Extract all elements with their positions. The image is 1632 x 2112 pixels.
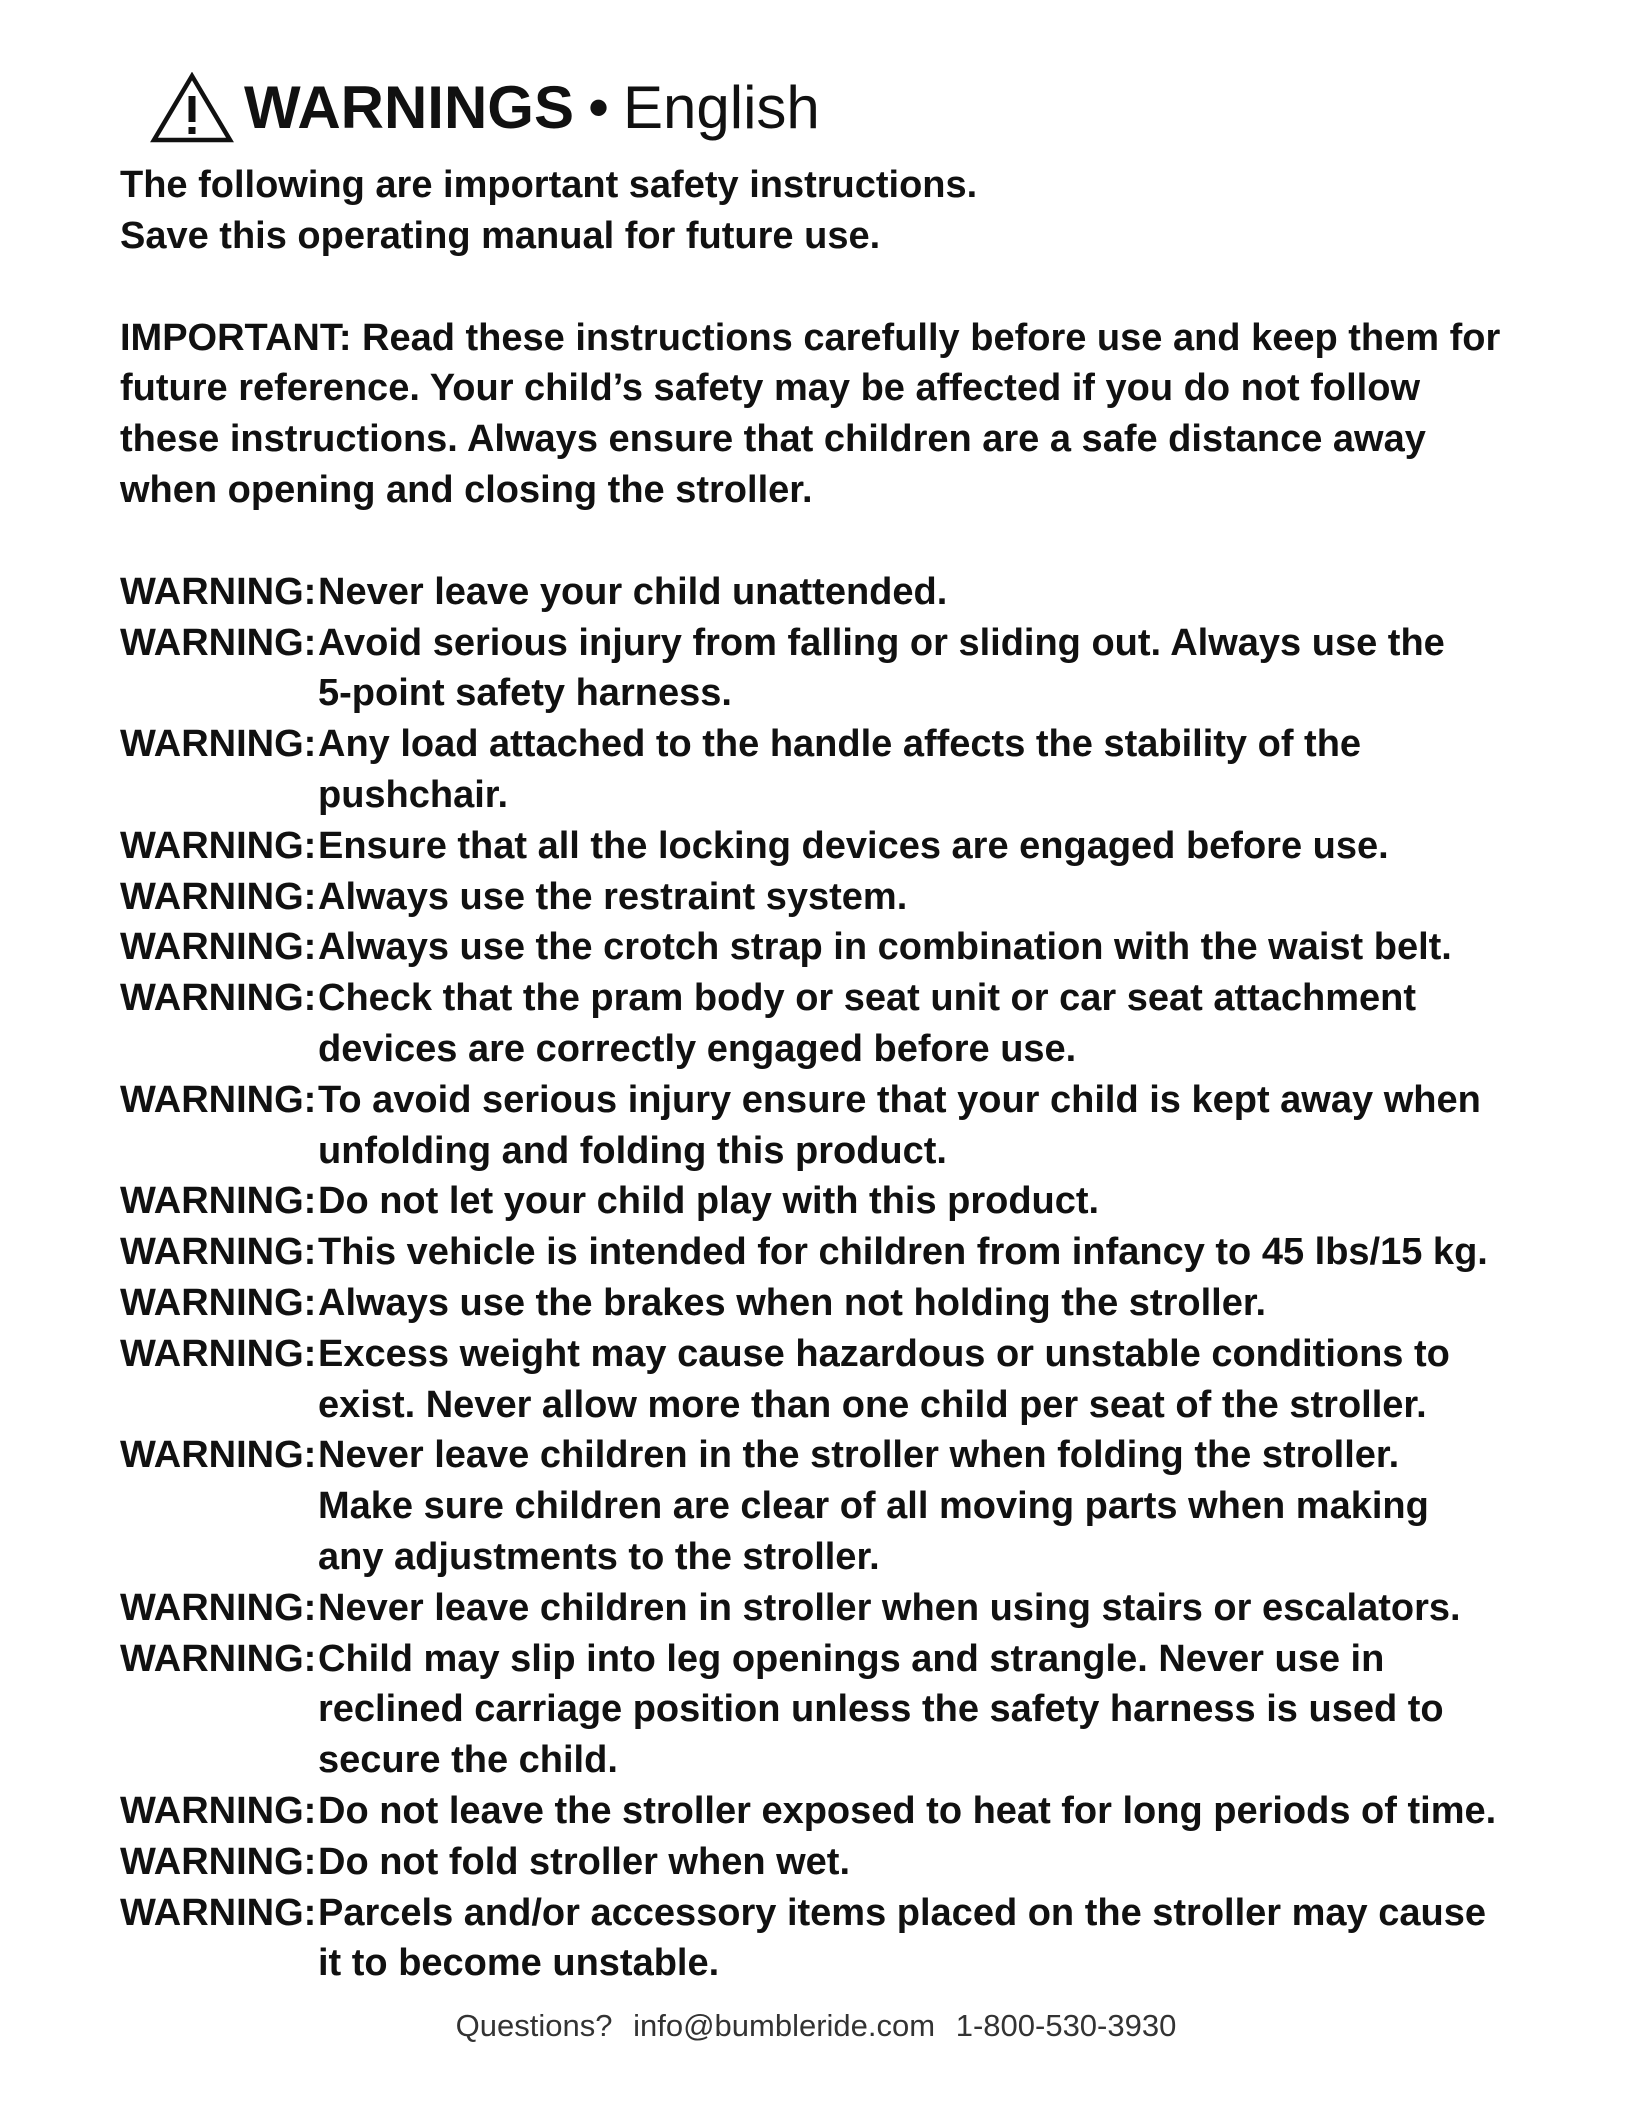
warning-text-line: exist. Never allow more than one child per seat of the stroller. bbox=[318, 1383, 1427, 1426]
warning-label: WARNING: bbox=[120, 1637, 317, 1680]
warning-item bbox=[120, 821, 1540, 872]
warning-item bbox=[120, 1583, 1540, 1634]
warning-text bbox=[318, 1786, 1540, 1837]
warning-item bbox=[120, 1227, 1540, 1278]
warning-item bbox=[120, 973, 1540, 1075]
warning-item bbox=[120, 1786, 1540, 1837]
footer-questions: Questions? bbox=[455, 2008, 613, 2043]
warning-text-line: reclined carriage position unless the safety harness is used to bbox=[318, 1688, 1444, 1731]
important-line: future reference. Your child’s safety may be affected if you do not follow bbox=[120, 367, 1420, 410]
warning-text-line: it to become unstable. bbox=[318, 1942, 720, 1985]
warning-item bbox=[120, 872, 1540, 923]
warning-text-line: Avoid serious injury from falling or sliding out. Always use the bbox=[318, 621, 1445, 664]
warning-label: WARNING: bbox=[120, 570, 317, 613]
warning-label: WARNING: bbox=[120, 1586, 317, 1629]
warning-item bbox=[120, 1430, 1540, 1582]
warning-text-line: Check that the pram body or seat unit or car seat attachment bbox=[318, 977, 1417, 1020]
warning-text-line: This vehicle is intended for children from infancy to 45 lbs/15 kg. bbox=[318, 1231, 1488, 1274]
warning-item bbox=[120, 922, 1540, 973]
warnings-list bbox=[120, 567, 1540, 1989]
warning-label: WARNING: bbox=[120, 1332, 317, 1375]
warning-label: WARNING: bbox=[120, 1078, 317, 1121]
warning-text-line: unfolding and folding this product. bbox=[318, 1129, 947, 1172]
warning-item bbox=[120, 618, 1540, 720]
warning-text-line: any adjustments to the stroller. bbox=[318, 1535, 880, 1578]
warning-text-line: pushchair. bbox=[318, 773, 509, 816]
warning-label: WARNING: bbox=[120, 723, 317, 766]
header-language: English bbox=[623, 74, 820, 141]
intro-paragraph bbox=[120, 160, 1540, 262]
warning-text-line: devices are correctly engaged before use. bbox=[318, 1027, 1077, 1070]
warning-text bbox=[318, 719, 1540, 821]
warning-item bbox=[120, 1176, 1540, 1227]
warning-text-line: Child may slip into leg openings and strangle. Never use in bbox=[318, 1637, 1385, 1680]
warning-text bbox=[318, 1075, 1540, 1177]
warning-text bbox=[318, 973, 1540, 1075]
warning-text-line: Excess weight may cause hazardous or unstable conditions to bbox=[318, 1332, 1450, 1375]
footer-email: info@bumbleride.com bbox=[633, 2008, 936, 2043]
warning-item bbox=[120, 1634, 1540, 1786]
warning-label: WARNING: bbox=[120, 1180, 317, 1223]
warning-item bbox=[120, 1329, 1540, 1431]
warning-text bbox=[318, 1176, 1540, 1227]
header-title: WARNINGS bbox=[244, 74, 574, 141]
header-separator: • bbox=[588, 74, 610, 141]
warning-item bbox=[120, 1075, 1540, 1177]
warning-label: WARNING: bbox=[120, 1231, 317, 1274]
warning-label: WARNING: bbox=[120, 1891, 317, 1934]
warning-text-line: Never leave your child unattended. bbox=[318, 570, 948, 613]
warning-text bbox=[318, 1278, 1540, 1329]
warning-text-line: Parcels and/or accessory items placed on the stroller may cause bbox=[318, 1891, 1486, 1934]
warning-text-line: Do not leave the stroller exposed to heat for long periods of time. bbox=[318, 1789, 1497, 1832]
warning-text bbox=[318, 1583, 1540, 1634]
important-line: when opening and closing the stroller. bbox=[120, 468, 813, 511]
warning-item bbox=[120, 1888, 1540, 1990]
warning-text-line: Make sure children are clear of all moving parts when making bbox=[318, 1485, 1429, 1528]
warning-text-line: Always use the brakes when not holding the stroller. bbox=[318, 1281, 1267, 1324]
warning-text bbox=[318, 1634, 1540, 1786]
warning-label: WARNING: bbox=[120, 1281, 317, 1324]
warning-text-line: Ensure that all the locking devices are engaged before use. bbox=[318, 824, 1389, 867]
warning-text-line: Never leave children in stroller when using stairs or escalators. bbox=[318, 1586, 1461, 1629]
warning-item bbox=[120, 567, 1540, 618]
warning-text-line: To avoid serious injury ensure that your child is kept away when bbox=[318, 1078, 1481, 1121]
warning-text bbox=[318, 1888, 1540, 1990]
warning-label: WARNING: bbox=[120, 1840, 317, 1883]
important-line: these instructions. Always ensure that children are a safe distance away bbox=[120, 418, 1426, 461]
warning-text bbox=[318, 872, 1540, 923]
warning-item bbox=[120, 1278, 1540, 1329]
warning-text bbox=[318, 922, 1540, 973]
warning-triangle-icon bbox=[150, 72, 234, 144]
warning-label: WARNING: bbox=[120, 1434, 317, 1477]
important-paragraph bbox=[120, 313, 1540, 516]
warning-label: WARNING: bbox=[120, 926, 317, 969]
warning-text bbox=[318, 821, 1540, 872]
warning-text-line: secure the child. bbox=[318, 1739, 618, 1782]
warning-text-line: Any load attached to the handle affects the stability of the bbox=[318, 723, 1362, 766]
warning-item bbox=[120, 719, 1540, 821]
footer-phone: 1-800-530-3930 bbox=[955, 2008, 1177, 2043]
warning-label: WARNING: bbox=[120, 977, 317, 1020]
warning-text-line: Never leave children in the stroller when folding the stroller. bbox=[318, 1434, 1400, 1477]
intro-line: Save this operating manual for future use. bbox=[120, 214, 881, 257]
warning-label: WARNING: bbox=[120, 824, 317, 867]
warning-text-line: Do not let your child play with this product. bbox=[318, 1180, 1100, 1223]
warning-label: WARNING: bbox=[120, 875, 317, 918]
warning-text-line: Always use the restraint system. bbox=[318, 875, 908, 918]
warning-text bbox=[318, 1430, 1540, 1582]
warnings-header bbox=[150, 68, 820, 148]
warning-text bbox=[318, 618, 1540, 720]
warning-label: WARNING: bbox=[120, 1789, 317, 1832]
warning-text-line: Do not fold stroller when wet. bbox=[318, 1840, 850, 1883]
manual-content bbox=[120, 160, 1540, 1989]
warning-text bbox=[318, 567, 1540, 618]
warning-text-line: Always use the crotch strap in combination with the waist belt. bbox=[318, 926, 1452, 969]
warning-label: WARNING: bbox=[120, 621, 317, 664]
warning-item bbox=[120, 1837, 1540, 1888]
warning-text-line: 5-point safety harness. bbox=[318, 672, 732, 715]
intro-line: The following are important safety instructions. bbox=[120, 164, 978, 206]
important-line: IMPORTANT: Read these instructions carefully before use and keep them for bbox=[120, 316, 1501, 359]
warning-text bbox=[318, 1227, 1540, 1278]
warning-text bbox=[318, 1837, 1540, 1888]
footer-contact bbox=[0, 2008, 1632, 2044]
warning-text bbox=[318, 1329, 1540, 1431]
